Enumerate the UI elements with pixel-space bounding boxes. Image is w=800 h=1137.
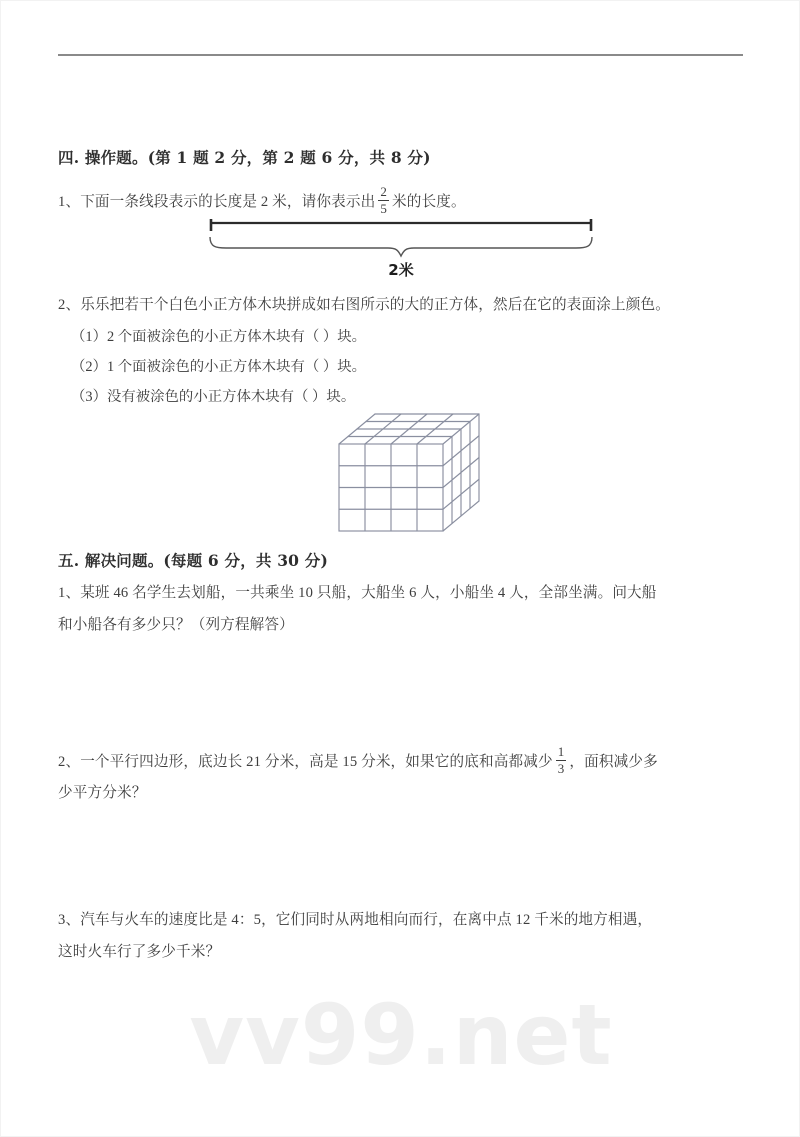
q1-text-after: 米的长度。 <box>392 193 466 210</box>
cube-figure <box>331 409 486 544</box>
section-4-heading: 四. 操作题。(第 1 题 2 分，第 2 题 6 分，共 8 分) <box>58 148 431 167</box>
section-4-question-2-sub-2: （2）1 个面被涂色的小正方体木块有（ ）块。 <box>71 359 367 375</box>
section-5-problem-2-line-1 <box>58 745 658 775</box>
fraction-denominator: 5 <box>380 200 388 216</box>
watermark: vv99.net <box>189 986 613 1084</box>
section-4-question-2-sub-3: （3）没有被涂色的小正方体木块有（ ）块。 <box>71 389 356 405</box>
fraction-denominator: 3 <box>557 760 565 776</box>
section-4-question-2-sub-1: （1）2 个面被涂色的小正方体木块有（ ）块。 <box>71 329 367 345</box>
p2-text-before: 2、一个平行四边形，底边长 21 分米，高是 15 分米，如果它的底和高都减少 <box>58 753 553 770</box>
section-5-problem-3-line-1: 3、汽车与火车的速度比是 4：5，它们同时从两地相向而行，在离中点 12 千米的地方相遇， <box>58 912 653 928</box>
section-4-question-1 <box>58 185 466 215</box>
section-4-question-2-stem: 2、乐乐把若干个白色小正方体木块拼成如右图所示的大的正方体，然后在它的表面涂上颜色。 <box>58 297 670 313</box>
p2-text-after: ，面积减少多 <box>569 753 658 770</box>
line-segment-figure <box>206 217 596 285</box>
section-5-problem-1-line-1: 1、某班 46 名学生去划船，一共乘坐 10 只船，大船坐 6 人，小船坐 4 人，全部坐满。问大船 <box>58 585 657 601</box>
header-divider <box>58 54 743 56</box>
fraction-numerator: 1 <box>557 744 565 759</box>
section-5-problem-2-line-2: 少平方分米？ <box>58 785 147 801</box>
fraction-numerator: 2 <box>380 184 388 199</box>
cube-svg <box>331 409 486 544</box>
fraction-two-fifths <box>378 185 389 215</box>
fraction-one-third <box>556 745 567 775</box>
section-5-heading: 五. 解决问题。(每题 6 分，共 30 分) <box>58 551 329 570</box>
section-5-problem-1-line-2: 和小船各有多少只？（列方程解答） <box>58 617 294 633</box>
section-5-problem-3-line-2: 这时火车行了多少千米？ <box>58 944 221 960</box>
segment-length-label: 2米 <box>388 261 414 279</box>
q1-text-before: 1、下面一条线段表示的长度是 2 米，请你表示出 <box>58 193 376 210</box>
